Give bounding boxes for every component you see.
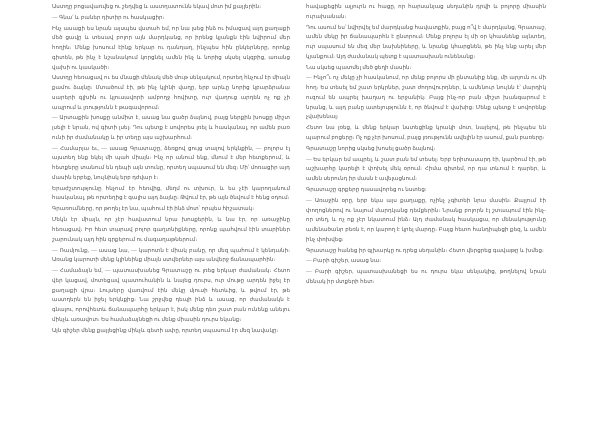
- paragraph: Ինչ ասացի ես նրան այսպես վստահ եմ, որ նա լսեց ինձ ու իմացավ այդ քաղաքի մեծ ցավը և տեսավ բոլոր այն մարդկանց, որ իրենց կյանքն էին նվիրում մեր հողին։ Մենք խոսում էինք երկար ու դանդաղ, ինչպես հին ընկերները, որոնք գիտեն, թե ինչ է նշանակում կորցնել ամեն ինչ և նորից սկսել սկզբից, առանց վախի ու կասկածի։: [52, 25, 290, 71]
- paragraph: Նա սկսեց պատմել մեծ ցեղի մասին։: [306, 64, 412, 71]
- paragraph: — Համաձայն եմ, — պատասխանեց Գրատաշը ու լռեց երկար ժամանակ։ Հետո վեր կացավ, մոտեցավ պատուհանին և նայեց դուրս, ուր մութը արդեն իջել էր քաղաքի վրա։ Լույսերը վառվում էին մեկը մյուսի հետևից, և թվում էր, թե աստղերն են իջել երկնքից։ Նա շրջվեց դեպի ինձ և ասաց, որ ժամանակն է գնալու, որովհետև ճանապարհը երկար է, իսկ մենք դեռ շատ բան ունենք անելու մինչև առավոտ։ Ես համաձայնեցի ու մենք միասին դուրս եկանք։: [52, 268, 290, 323]
- paragraph: — Առաջին օրը, երբ եկա այս քաղաքը, ոչինչ չգիտեի նրա մասին։ Քայլում էի փողոցներով ու նայում մարդկանց դեմքերին։ Նրանք բոլորն էլ շտապում էին ինչ-որ տեղ, և ոչ ոք չէր նկատում ինձ։ Այդ ժամանակ հասկացա, որ մենակությունը ամենածանր բեռն է, որ կարող է կրել մարդը։ Բայց հետո հանդիպեցի քեզ, և ամեն ինչ փոխվեց։: [306, 197, 546, 243]
- paragraph: — Համարյա եւ, — ասաց Գրատաշը, ձեռքով ցույց տալով երկնքին, — բոլորս էլ այստեղ ենք եկել մի պահ միայն։ Ինչ որ անում ենք, մնում է մեր հետքերում, և հետքերը տանում են դեպի այն տունը, որտեղ սպասում են մեզ։ Մի՛ մոռացիր այդ մասին երբեք, նույնիսկ երբ դժվար է։: [52, 145, 290, 181]
- paragraph: — Արտաքին խոսքը անմիտ է, ասաց նա ցածր ձայնով, բայց ներքին խոսքը միշտ լսելի է նրան, ով գիտի լսել։ Դու պետք է սովորես լռել և հասկանալ, որ ամեն բառ ունի իր ժամանակը և իր տեղը այս աշխարհում։: [52, 115, 290, 141]
- paragraph: Աստղը հեռացավ ու ես մնացի մենակ մեծ մութ սենյակում, որտեղ հնչում էր միայն քամու ձայնը։ Մտածում էի, թե ինչ կլինի վաղը, երբ արևը նորից կբարձրանա սարերի գլխին ու կլուսավորի ամբողջ հովիտը, ուր վաղուց արդեն ոչ ոք չի ապրում և լռությունն է թագավորում։: [52, 75, 290, 111]
- paragraph: Գրատաշը գրքերը դասավորեց ու նստեց։: [306, 186, 427, 193]
- paragraph: Դու ասում ես՝ նվիրվել եմ մարդկանց հավատքին, բայց ո՞վ է մարդկանց, Գրատաշ, ամեն մեկը իր ճանապարհն է ընտրում։ Մենք բոլորս էլ մի օր կհասնենք այնտեղ, ուր սպասում են մեզ մեր նախնիները, և նրանք կհարցնեն, թե ինչ ենք արել մեր կյանքում։ Այդ ժամանակ պետք է պատասխան ունենանք։: [306, 24, 546, 60]
- paragraph: — Ռամյունք, — ասաց նա, — կարոտն է միակ բանը, որ մեզ պահում է կենդանի։ Առանց կարոտի մենք կլինեինք միայն ստվերներ այս անվերջ ճանապարհին։: [52, 247, 290, 264]
- paragraph: Աստղը բոցավառվեց ու շեղվեց և աստղատունն եկավ մոտ իմ քայլերին։: [52, 4, 262, 10]
- paragraph: — Բարի գիշեր, ասաց նա։: [306, 258, 382, 265]
- paragraph: Մեկն էր միայն, որ չէր հավատում նրա խոսքերին, և նա էր, որ առաջինը հեռացավ։ Իր հետ տարավ բոլոր գաղտնիքները, որոնք պահվում էին տարիներ շարունակ այդ հին գրքերում ու մագաղաթներում։: [52, 217, 290, 243]
- paragraph: հավաքեցին ալյուրն ու հացը, որ հարսանյաց սեղանին դրվի և բոլորը միասին ուրախանան։: [306, 4, 546, 20]
- left-text-column: [52, 3, 290, 337]
- paragraph: — Բարի գիշեր, պատասխանեցի ես ու դուրս եկա սենյակից, թողնելով նրան մենակ իր մտքերի հետ։: [306, 269, 546, 286]
- paragraph: — Ես երկար եմ ապրել, և շատ բան եմ տեսել։ Երբ երիտասարդ էի, կարծում էի, թե աշխարհը կարելի է փոխել մեկ օրում։ Հիմա գիտեմ, որ դա տևում է դարեր, և ամեն սերունդ իր մասն է ավելացնում։: [306, 156, 546, 183]
- paragraph: Հետո նա լռեց, և մենք երկար նստեցինք կրակի մոտ, նայելով, թե ինչպես են պարում բոցերը։ Ոչ ոք չէր խոսում, բայց լռությունն ավելին էր ասում, քան բառերը։: [306, 125, 546, 141]
- paragraph: Երաժշտությունը հնչում էր հեռվից, մեղմ ու տխուր, և ես չէի կարողանում հասկանալ, թե որտեղից է գալիս այդ ձայնը։ Թվում էր, թե այն ծնվում է հենց օդում։: [52, 185, 290, 202]
- paragraph: — Գնա՛ և բաներ դիտիր ու հասկացիր։: [52, 14, 165, 21]
- paragraph: Գրառումները, որ թողել էր նա, պահում էի ինձ մոտ՝ որպես հիշատակ։: [52, 206, 255, 213]
- paragraph: Այն գիշեր մենք քայլեցինք մինչև գետի ափը, որտեղ սպասում էր մեզ նավակը։: [52, 327, 279, 334]
- right-text-column: [306, 3, 546, 289]
- paragraph: Գրատաշը նորից սկսեց խոսել ցածր ձայնով։: [306, 145, 436, 152]
- paragraph: Գրատաշը հանեց իր գլխարկը ու դրեց սեղանին։ Հետո վերցրեց գավաթը և խմեց։: [306, 247, 544, 254]
- paragraph: — Ինչո՞ւ ոչ մեկը չի հասկանում, որ մենք բոլորս մի ընտանիք ենք, մի արյուն ու մի հող։ Ես տեսել եմ շատ երկրներ, շատ ժողովուրդներ, և ամենուր նույնն է՝ մարդիկ ուզում են ապրել խաղաղ ու երջանիկ։ Բայց ինչ-որ բան միշտ խանգարում է նրանց, և այդ բանը ատելությունն է, որ ծնվում է վախից։ Մենք պետք է սովորենք չվախենալ։: [306, 75, 546, 121]
